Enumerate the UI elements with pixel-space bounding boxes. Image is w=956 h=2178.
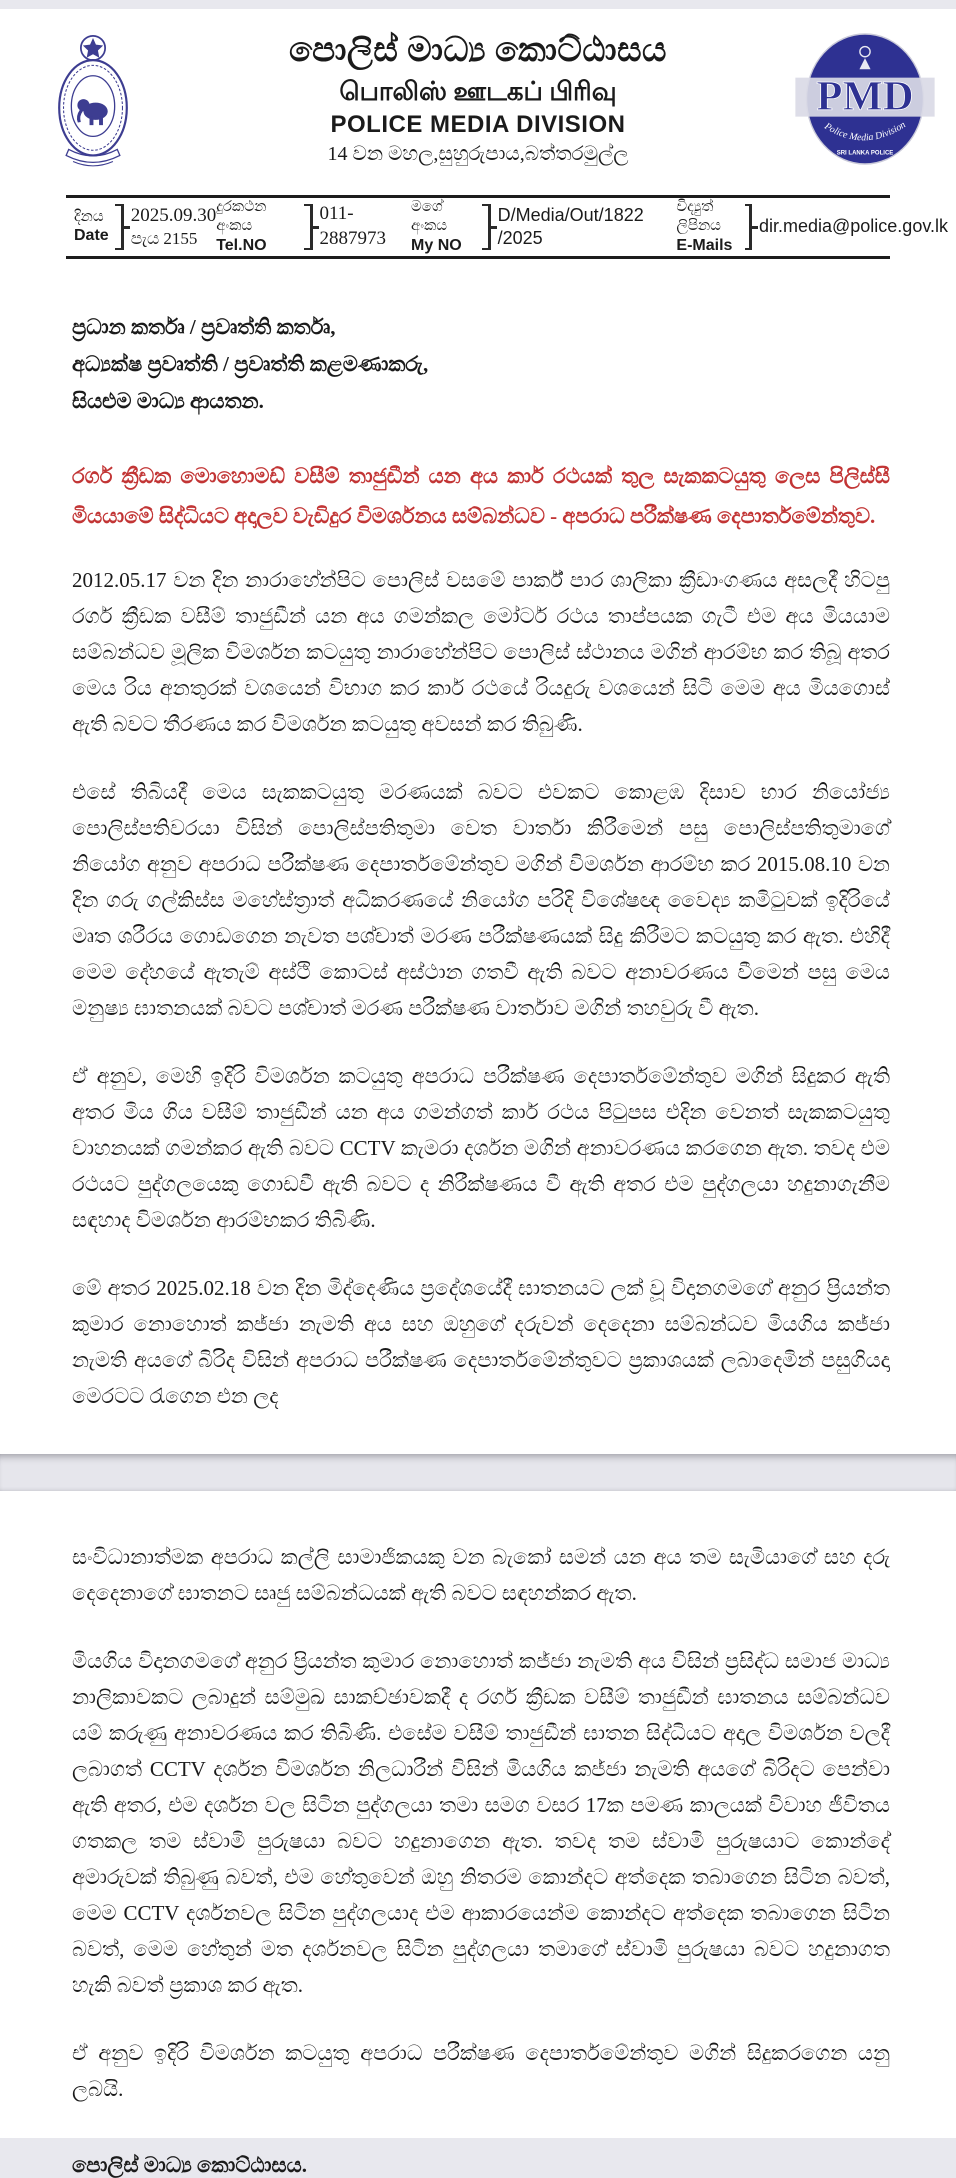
- page-2: [0, 1491, 956, 2177]
- letterhead: [0, 9, 956, 195]
- time-value: පැය 2155: [130, 229, 198, 249]
- my-no-value: D/Media/Out/1822 /2025: [497, 204, 644, 248]
- pmd-ring-text: Police Media Division: [822, 119, 908, 144]
- reference-row: [0, 198, 956, 256]
- subject-line: රගර් ක්‍රීඩක මොහොමඩ් වසීම් තාජුඩීන් යන අය කාර් රථයක් තුල සැකකටයුතු ලෙස පිලිස්සී මියයාමේ සිද්ධියට අදාලව වැඩිදුර විමර්ශනය සම්බන්ධව - අපරාධ පරීක්ෂණ දෙපාර්තමේන්තුව.: [72, 464, 890, 528]
- recipient-block: [72, 309, 890, 420]
- paragraph: ඒ අනුව, මෙහි ඉදිරි විමර්ශන කටයුතු අපරාධ පරීක්ෂණ දෙපාර්තමේන්තුව මගින් සිදුකර ඇති අතර මිය ගිය වසීම් තාජුඩීන් යන අය ගමන්ගත් කාර් රථය පිටුපස එදින වෙනත් සැකකටයුතු වාහනයක් ගමන්කර ඇති බවට CCTV කැමරා දර්ශන මගින් අනාවරණය කරගෙන ඇත. තවද එම රථයට පුද්ගලයෙකු ගොඩවී ඇති බවට ද නිරීක්ෂණය වී ඇති අතර එම පුද්ගලයා හදුනාගැනීම සඳහාද විමර්ශන ආරම්භකර තිබිණි.: [72, 1064, 890, 1232]
- bracket-glyph: [304, 204, 312, 250]
- my-no-field: [411, 198, 676, 256]
- bracket-glyph: [115, 204, 124, 250]
- division-title-tamil: பொலிஸ் ஊடகப் பிரிவு: [339, 76, 617, 106]
- paragraph: සංවිධානාත්මක අපරාධ කල්ලි සාමාජිකයකු වන බැකෝ සමන් යන අය තම සැමියාගේ සහ දරු දෙදෙනාගේ ඝාතනට සෘජු සම්බන්ධයක් ඇති බවට සඳහන්කර ඇත.: [72, 1545, 890, 1605]
- email-value: dir.media@police.gov.lk: [758, 216, 948, 237]
- telephone-field: [216, 198, 411, 256]
- paragraph: 2012.05.17 වන දින නාරාහේන්පිට පොලිස් වසමේ පාර්ක් පාර ශාලිකා ක්‍රීඩාංගණය අසලදී හිටපු රගර් ක්‍රීඩක වසීම් තාජුඩීන් යන අය ගමන්කල මෝටර් රථය තාප්පයක ගැටී එම අය මියයාම සම්බන්ධව මූලික විමර්ශන කටයුතු නාරාහේන්පිට පොලිස් ස්ථානය මගින් ආරම්භ කර තිබූ අතර මෙය රිය අනතුරක් වශයෙන් විභාග කර කාර් රථයේ රියදුරු වශයෙන් සිටි මෙම අය මියගොස් ඇති බවට තීරණය කර විමර්ශන කටයුතු අවසන් කර තිබුණි.: [72, 568, 890, 736]
- paragraph: ඒ අනුව ඉදිරි විමර්ශන කටයුතු අපරාධ පරීක්ෂණ දෙපාර්තමේන්තුව මගින් සිදුකරගෙන යනු ලබයි.: [72, 2041, 890, 2101]
- division-title-english: POLICE MEDIA DIVISION: [330, 110, 626, 138]
- date-field: [74, 204, 216, 251]
- paragraph: එසේ තිබියදී මෙය සැකකටයුතු මරණයක් බවට එවකට කොළඹ දිසාව භාර නියෝජ්‍ය පොලිස්පතිවරයා විසින් පොලිස්පතිතුමා වෙත වාර්තා කිරීමෙන් පසු පොලිස්පතිතුමාගේ නියෝග අනුව අපරාධ පරීක්ෂණ දෙපාර්තමේන්තුව මගින් විමර්ශන ආරම්භ කර 2015.08.10 වන දින ගරු ගල්කිස්ස මහේස්ත්‍රාත් අධිකරණයේ නියෝග පරිදි විශේෂඥ වෛද්‍ය කමිටුවක් ඉදිරියේ මෘත ශරීරය ගොඩගෙන නැවත පශ්චාත් මරණ පරීක්ෂණයක් සිදු කිරීමට කටයුතු කර ඇත. එහිදී මෙම දේහයේ ඇතැම් අස්ථි කොටස් අස්ථාන ගතවී ඇති බවට අනාවරණය වීමෙන් පසු මෙය මනුෂ්‍ය ඝාතනයක් බවට පශ්චාත් මරණ පරීක්ෂණ වාර්තාව මගින් තහවුරු වී ඇත.: [72, 780, 890, 1020]
- pmd-bottom-text: SRI LANKA POLICE: [836, 150, 894, 157]
- division-title-sinhala: පොලිස් මාධ්‍ය කොට්ඨාසය: [289, 32, 667, 69]
- email-label-sinhala: විද්‍යුත් ලිපිනය: [676, 199, 721, 234]
- header-rule-bottom: [66, 256, 890, 259]
- page-1: [0, 9, 956, 1454]
- bracket-glyph: [745, 204, 752, 250]
- my-no-label-sinhala: මගේ අංකය: [411, 199, 448, 234]
- paragraph: මියගිය විදානගමගේ අනුර ප්‍රියන්ත කුමාර නොහොත් කජ්ජා නැමති අය විසින් ප්‍රසිද්ධ සමාජ මාධ්‍ය නාලිකාවකට ලබාදුන් සම්මුඛ සාකච්ඡාවකදී ද රගර් ක්‍රීඩක වසීම් තාජුඩීන් ඝාතනය සම්බන්ධව යම් කරුණු අනාවරණය කර තිබිණි. එසේම වසීම් තාජුඩීන් ඝාතන සිද්ධියට අදාල විමර්ශන වලදී ලබාගත් CCTV දර්ශන විමර්ශන නිලධාරීන් විසින් මියගිය කජ්ජා නැමති අයගේ බිරිදට පෙන්වා ඇති අතර, එම දර්ශන වල සිටින පුද්ගලයා තමා සමග වසර 17ක පමණ කාලයක් විවාහ ජීවිතය ගතකල තම ස්වාමි පුරුෂයා බවට හදුනාගෙන ඇත. තවද තම ස්වාමි පුරුෂයාට කොන්දේ අමාරුවක් තිබුණු බවත්, එම හේතුවෙන් ඔහු නිතරම කොන්දට අත්දෙක තබාගෙන සිටින බවත්, මෙම CCTV දර්ශනවල සිටින පුද්ගලයාද එම ආකාරයෙන්ම කොන්දට අත්දෙක තබාගෙන සිටින බවත්, මෙම හේතුන් මත දර්ශනවල සිටින පුද්ගලයා තමාගේ ස්වාමි පුරුෂයා බවට හදුනාගත හැකි බවත් ප්‍රකාශ කර ඇත.: [72, 1649, 890, 1997]
- pmd-logo-icon: [800, 31, 930, 172]
- sri-lanka-police-crest-icon: [54, 21, 132, 184]
- bracket-glyph: [482, 204, 490, 250]
- page-top-edge: [0, 0, 956, 9]
- paragraph: මේ අතර 2025.02.18 වන දින මිද්දෙණිය ප්‍රදේශයේදී ඝාතනයට ලක් වූ විදානගමගේ අනුර ප්‍රියන්ත කුමාර නොහොත් කජ්ජා නැමති අය සහ ඔහුගේ දරුවන් දෙදෙනා සම්බන්ධව මියගිය කජ්ජා නැමති අයගේ බිරිද විසින් අපරාධ පරීක්ෂණ දෙපාර්තමේන්තුවට ප්‍රකාශයක් ලබාදෙමින් පසුගියදා මෙරටට රැගෙන එන ලද: [72, 1276, 890, 1408]
- email-field: [676, 198, 948, 256]
- letter-body-page1: [0, 309, 956, 1414]
- tel-value: 011-2887973: [319, 203, 386, 249]
- date-label-sinhala: දිනය: [74, 208, 104, 225]
- my-no-label-english: My NO: [411, 236, 462, 254]
- date-label-english: Date: [74, 227, 109, 245]
- letter-body-page2: [0, 1491, 956, 2178]
- page-separator: [0, 1454, 956, 1491]
- signature-line: පොලිස් මාධ්‍ය කොට්ඨාසය.: [72, 2153, 307, 2177]
- tel-label-sinhala: දුරකථන අංකය: [216, 199, 267, 234]
- recipient-line: අධ්‍යක්ෂ ප්‍රවෘත්ති / ප්‍රවෘත්ති කළමණාකරු,: [72, 352, 429, 376]
- recipient-line: ප්‍රධාන කර්තෘ / ප්‍රවෘත්ති කර්තෘ,: [72, 315, 336, 339]
- tel-label-english: Tel.NO: [216, 236, 267, 254]
- date-value: 2025.09.30: [130, 204, 217, 226]
- email-label-english: E-Mails: [676, 236, 733, 254]
- recipient-line: සියළුම මාධ්‍ය ආයතන.: [72, 389, 264, 413]
- pmd-monogram: PMD: [816, 73, 914, 121]
- division-address: 14 වන මහල,සුහුරුපාය,බත්තරමුල්ල: [327, 142, 629, 165]
